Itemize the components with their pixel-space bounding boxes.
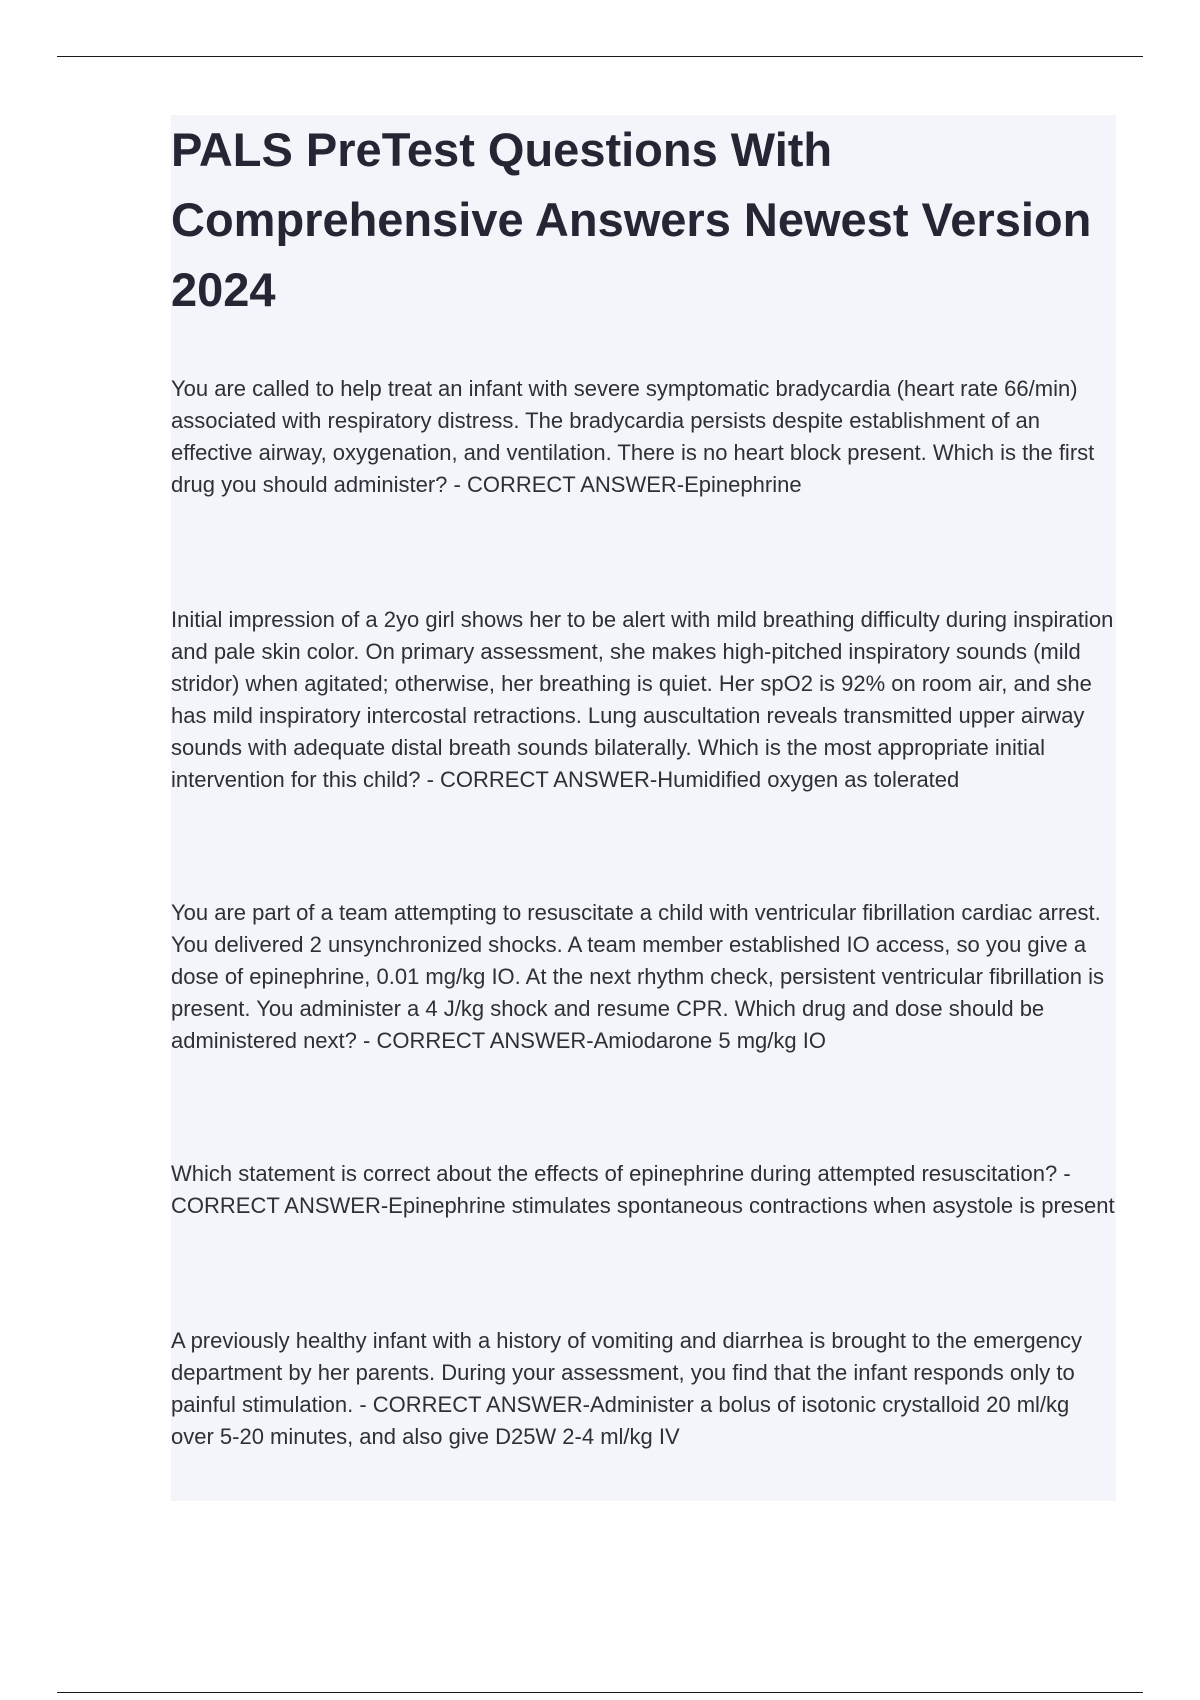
document-content (171, 115, 1116, 1501)
answer-separator: - (1057, 1161, 1071, 1186)
qa-item (171, 1158, 1116, 1222)
answer-label: CORRECT ANSWER- (440, 767, 658, 792)
answer-label: CORRECT ANSWER- (466, 472, 685, 497)
answer-separator: - (353, 1392, 373, 1417)
answer-text: Amiodarone 5 mg/kg IO (593, 1028, 826, 1053)
document-title: PALS PreTest Questions With Comprehensive Answers Newest Version 2024 (171, 123, 1092, 316)
question-text: You are part of a team attempting to resuscitate a child with ventricular fibrillation cardiac arrest. You delivered 2 unsynchronized shocks. A team member established IO access, so you give a dose of epinephrine, 0.01 mg/kg IO. At the next rhythm check, persistent ventricular fibrillation is present. You administer a 4 J/kg shock and resume CPR. Which drug and dose should be administered next? (171, 900, 1105, 1053)
question-text: Which statement is correct about the effects of epinephrine during attempted resuscitation? (171, 1161, 1058, 1186)
answer-label: CORRECT ANSWER- (372, 1392, 590, 1417)
qa-item (171, 604, 1116, 796)
bottom-rule (57, 1692, 1143, 1693)
answer-label: CORRECT ANSWER- (376, 1028, 594, 1053)
top-rule (57, 56, 1143, 57)
question-text: Initial impression of a 2yo girl shows her to be alert with mild breathing difficulty during inspiration and pale skin color. On primary assessment, she makes high-pitched inspiratory sounds (mild stridor) when agitated; otherwise, her breathing is quiet. Her spO2 is 92% on room air, and she has mild inspiratory intercostal retractions. Lung auscultation reveals transmitted upper airway sounds with adequate distal breath sounds bilaterally. Which is the most appropriate initial intervention for this child? (171, 607, 1114, 792)
qa-item (171, 897, 1116, 1057)
answer-text: Epinephrine stimulates spontaneous contractions when asystole is present (388, 1193, 1115, 1218)
answer-text: Epinephrine (684, 472, 802, 497)
answer-text: Humidified oxygen as tolerated (657, 767, 960, 792)
answer-separator: - (356, 1028, 377, 1053)
qa-item (171, 1325, 1116, 1453)
qa-item (171, 373, 1116, 501)
question-text: A previously healthy infant with a history of vomiting and diarrhea is brought to the emergency department by her parents. During your assessment, you find that the infant responds only to painful stimulation. (171, 1328, 1083, 1417)
answer-label: CORRECT ANSWER- (171, 1193, 389, 1218)
question-text: You are called to help treat an infant with severe symptomatic bradycardia (heart rate 66/min) associated with respiratory distress. The bradycardia persists despite establishment of an effective airway, oxygenation, and ventilation. There is no heart block present. Which is the first drug you should administer? (171, 376, 1095, 497)
answer-separator: - (420, 767, 441, 792)
answer-text: Administer a bolus of isotonic crystalloid 20 ml/kg over 5-20 minutes, and also give D25W 2-4 ml/kg IV (171, 1392, 1070, 1449)
answer-separator: - (447, 472, 467, 497)
